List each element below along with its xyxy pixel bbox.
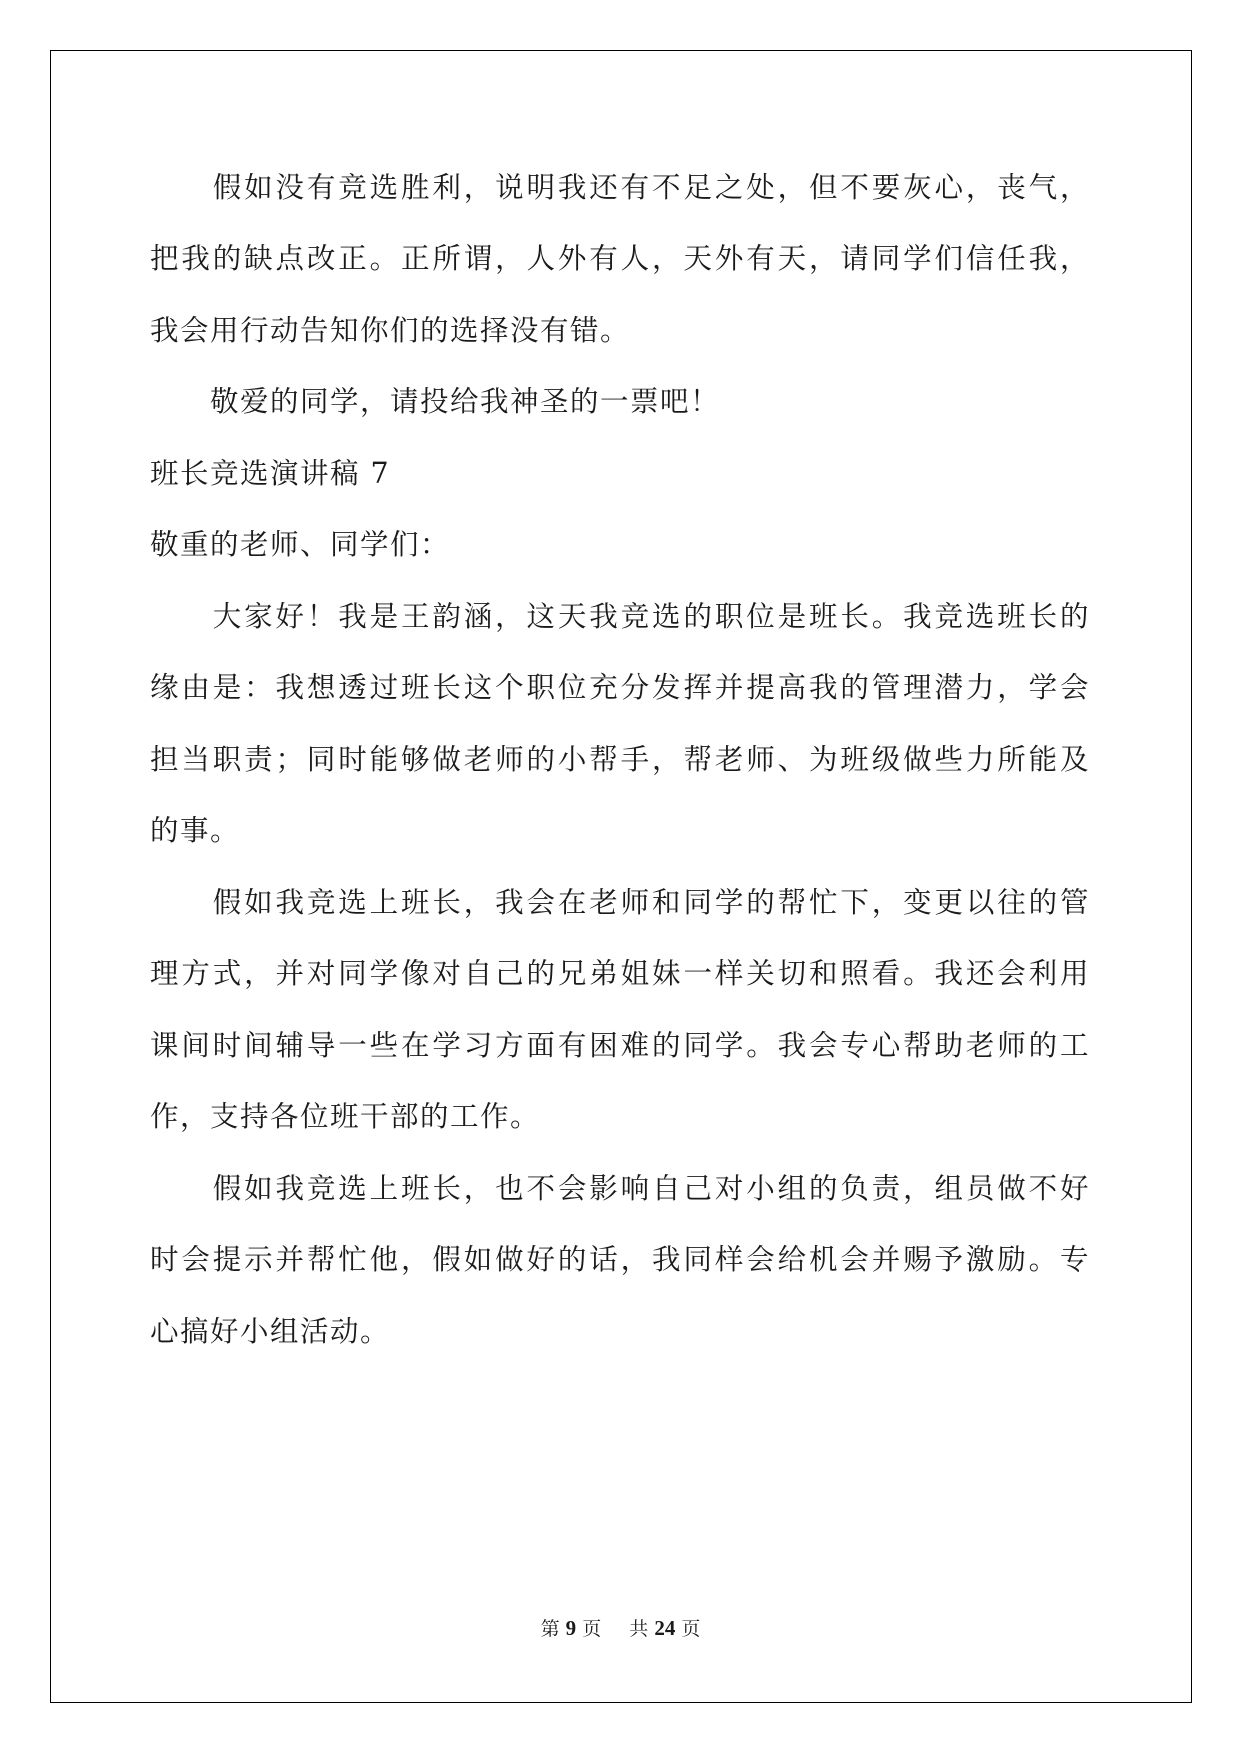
section-heading: 班长竞选演讲稿 7 [150, 457, 391, 490]
page-prefix: 第 [540, 1618, 560, 1640]
salutation: 敬重的老师、同学们： [150, 528, 451, 561]
text-line: 理方式，并对同学像对自己的兄弟姐妹一样关切和照看。我还会利用 [150, 957, 1090, 990]
text-line: 时会提示并帮忙他，假如做好的话，我同样会给机会并赐予激励。专 [150, 1243, 1090, 1276]
text-line: 我会用行动告知你们的选择没有错。 [150, 314, 631, 347]
text-line: 敬爱的同学，请投给我神圣的一票吧！ [150, 385, 721, 418]
text-line: 大家好！我是王韵涵，这天我竞选的职位是班长。我竞选班长的 [150, 600, 1090, 633]
text-line: 心搞好小组活动。 [150, 1315, 391, 1348]
total-pages: 24 [654, 1616, 676, 1640]
text-line: 把我的缺点改正。正所谓，人外有人，天外有天，请同学们信任我， [150, 242, 1090, 275]
page-border [50, 50, 1192, 1703]
text-line: 担当职责；同时能够做老师的小帮手，帮老师、为班级做些力所能及 [150, 743, 1090, 776]
text-line: 假如我竞选上班长，也不会影响自己对小组的负责，组员做不好 [150, 1172, 1090, 1205]
page-number: 9 [565, 1616, 577, 1640]
text-line: 作，支持各位班干部的工作。 [150, 1100, 541, 1133]
page-footer [0, 1616, 1241, 1641]
text-line: 缘由是：我想透过班长这个职位充分发挥并提高我的管理潜力，学会 [150, 671, 1090, 704]
text-line: 假如我竞选上班长，我会在老师和同学的帮忙下，变更以往的管 [150, 886, 1090, 919]
page-suffix: 页 [582, 1618, 602, 1640]
text-line: 课间时间辅导一些在学习方面有困难的同学。我会专心帮助老师的工 [150, 1029, 1090, 1062]
total-suffix: 页 [681, 1618, 701, 1640]
total-prefix: 共 [629, 1618, 649, 1640]
text-line: 假如没有竞选胜利，说明我还有不足之处，但不要灰心，丧气， [150, 171, 1090, 204]
text-line: 的事。 [150, 814, 241, 847]
